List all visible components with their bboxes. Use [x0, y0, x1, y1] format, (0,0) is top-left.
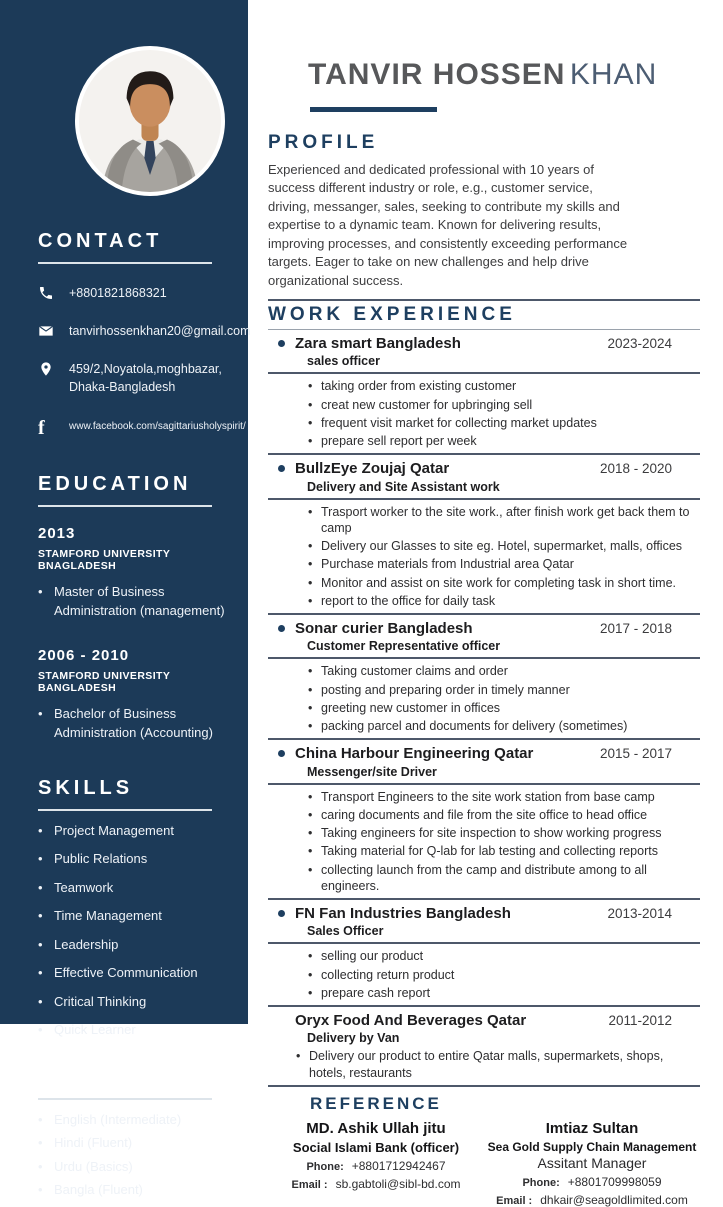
duty-item: • Monitor and assist on site work for completing task in short time.: [308, 575, 700, 591]
education-heading: EDUCATION: [38, 472, 192, 495]
job-title: Delivery and Site Assistant work: [307, 479, 500, 494]
language-item: • Urdu (Basics): [38, 1157, 230, 1177]
reference-org: Social Islami Bank (officer): [292, 1139, 460, 1155]
page-title: [308, 58, 700, 92]
bullet-dot-icon: [278, 750, 285, 757]
reference-section: [268, 1094, 700, 1207]
job-company: China Harbour Engineering Qatar: [295, 745, 534, 763]
reference-email-row: [268, 1177, 484, 1191]
person-portrait-icon: [79, 50, 221, 192]
skill-item: • Project Management: [38, 821, 230, 841]
duty-item: • Taking material for Q-lab for lab testing and collecting reports: [308, 843, 700, 859]
main-content: [248, 0, 723, 1207]
location-icon: [38, 361, 55, 377]
languages-heading: LANGUAGES: [38, 1065, 202, 1088]
reference-contact: [484, 1120, 700, 1207]
name-underline: [310, 107, 437, 112]
skill-item: • Leadership: [38, 935, 230, 955]
reference-email: dhkair@seagoldlimited.com: [540, 1192, 688, 1207]
duty-item: • selling our product: [308, 948, 700, 964]
phone-value: +8801821868321: [69, 286, 167, 300]
email-label: Email :: [291, 1178, 328, 1191]
contact-heading: CONTACT: [38, 230, 163, 252]
duty-item: • Purchase materials from Industrial area Qatar: [308, 556, 700, 572]
duty-item: • prepare cash report: [308, 985, 700, 1001]
education-section: [38, 473, 230, 743]
skill-item: • Quick Learner: [38, 1020, 230, 1040]
reference-phone: +8801712942467: [351, 1158, 446, 1173]
duty-item: • greeting new customer in offices: [308, 700, 700, 716]
profile-section: [268, 132, 700, 290]
job-divider: [268, 453, 700, 455]
job-header: [268, 745, 700, 778]
duty-item: • taking order from existing customer: [308, 378, 700, 394]
language-item: • Hindi (Fluent): [38, 1133, 230, 1153]
phone-label: Phone:: [522, 1176, 560, 1189]
education-entry: [38, 647, 230, 743]
job-company: BullzEye Zoujaj Qatar: [295, 460, 450, 478]
duty-item: • Transport Engineers to the site work station from base camp: [308, 789, 700, 805]
name-first: TANVIR HOSSEN: [308, 58, 566, 91]
duty-item: • report to the office for daily task: [308, 593, 700, 609]
section-divider: [268, 299, 700, 301]
education-degree-list: [38, 582, 230, 621]
reference-heading: REFERENCE: [310, 1093, 442, 1113]
email-icon: [38, 323, 55, 339]
facebook-value: www.facebook.com/sagittariusholyspirit/: [69, 420, 246, 432]
reference-phone-row: [268, 1159, 484, 1173]
job-company: Zara smart Bangladesh: [295, 335, 461, 353]
email-value: tanvirhossenkhan20@gmail.com: [69, 324, 251, 339]
skills-heading: SKILLS: [38, 776, 134, 799]
languages-divider: [38, 1098, 212, 1100]
job-header: [268, 460, 700, 493]
reference-role: Assitant Manager: [537, 1154, 647, 1171]
job-divider: [268, 613, 700, 615]
work-experience-section: [268, 299, 700, 1087]
languages-list: [38, 1110, 230, 1200]
contact-facebook-row: [38, 416, 246, 439]
duties-list: [308, 378, 700, 449]
contact-divider: [38, 262, 212, 264]
heading-divider: [268, 329, 700, 330]
contact-section: [38, 230, 251, 439]
duty-item: • Delivery our product to entire Qatar malls, supermarkets, shops, hotels, restaurants: [296, 1048, 700, 1081]
job-dates: 2015 - 2017: [599, 746, 672, 762]
profile-heading: PROFILE: [268, 132, 379, 153]
duty-item: • prepare sell report per week: [308, 433, 700, 449]
job-dates: 2023-2024: [607, 336, 672, 352]
education-degree-list: [38, 704, 230, 743]
profile-photo: [75, 46, 225, 196]
job-header: [268, 905, 700, 938]
duty-item: • frequent visit market for collecting market updates: [308, 415, 700, 431]
skill-item: • Public Relations: [38, 849, 230, 869]
language-item: • English (Intermediate): [38, 1110, 230, 1130]
job-title: Delivery by Van: [307, 1031, 400, 1046]
email-label: Email :: [496, 1194, 533, 1207]
contact-address-row: [38, 360, 230, 396]
job-dates: 2018 - 2020: [599, 461, 672, 477]
duties-list: [308, 789, 700, 895]
job-company: Oryx Food And Beverages Qatar: [295, 1012, 527, 1030]
reference-phone: +8801709998059: [567, 1174, 662, 1189]
duty-item: • collecting launch from the camp and distribute among to all engineers.: [308, 862, 700, 895]
job-divider: [268, 372, 700, 374]
job-divider: [268, 738, 700, 740]
skill-item: • Teamwork: [38, 878, 230, 898]
skill-item: • Critical Thinking: [38, 992, 230, 1012]
bullet-dot-icon: [278, 910, 285, 917]
job-divider: [268, 783, 700, 785]
duties-list: [308, 948, 700, 1001]
duty-item: • packing parcel and documents for delivery (sometimes): [308, 718, 700, 734]
duties-list: [308, 504, 700, 610]
job-divider: [268, 657, 700, 659]
contact-email-row: [38, 322, 251, 340]
profile-text: Experienced and dedicated professional with 10 years of success different industry or role, e.g., customer service, driving, messanger, sales, seeking to contribute my skills and expertise to a dynamic team. Known for delivering results, improving processes, and consistently exceeding performance targets. Eager to take on new challenges and help drive organizational success.: [268, 162, 628, 288]
skills-list: [38, 821, 230, 1040]
duty-item: • Trasport worker to the site work., after finish work get back them to camp: [308, 504, 700, 537]
languages-section: [38, 1066, 230, 1200]
skills-divider: [38, 809, 212, 811]
education-years: 2006 - 2010: [38, 646, 130, 664]
job-title: sales officer: [307, 354, 380, 369]
skill-item: • Time Management: [38, 906, 230, 926]
reference-email-row: [484, 1193, 700, 1207]
phone-icon: [38, 285, 55, 301]
reference-org: Sea Gold Supply Chain Management: [487, 1139, 697, 1154]
job-header: [268, 620, 700, 653]
job-dates: 2011-2012: [608, 1013, 672, 1029]
education-entry: [38, 525, 230, 621]
duty-item: • Taking customer claims and order: [308, 663, 700, 679]
job-header: [268, 335, 700, 368]
job-dates: 2017 - 2018: [599, 621, 672, 637]
job-divider: [268, 1005, 700, 1007]
job-divider: [268, 1085, 700, 1087]
job-header: [268, 1012, 700, 1045]
reference-email: sb.gabtoli@sibl-bd.com: [335, 1176, 461, 1191]
language-item: • Bangla (Fluent): [38, 1180, 230, 1200]
address-value: 459/2,Noyatola,moghbazar, Dhaka-Bangladesh: [69, 362, 222, 395]
skills-section: [38, 777, 230, 1040]
contact-phone-row: [38, 284, 230, 302]
bullet-dot-icon: [278, 340, 285, 347]
job-divider: [268, 942, 700, 944]
skill-item: • Effective Communication: [38, 963, 230, 983]
job-dates: 2013-2014: [607, 906, 672, 922]
duties-list: [308, 663, 700, 734]
phone-label: Phone:: [306, 1160, 344, 1173]
reference-contact: [268, 1120, 484, 1207]
work-experience-heading: WORK EXPERIENCE: [268, 304, 516, 326]
duty-item: • Taking engineers for site inspection to show working progress: [308, 825, 700, 841]
education-years: 2013: [38, 524, 76, 542]
education-degree: • Master of Business Administration (management): [38, 582, 230, 621]
duty-item: • creat new customer for upbringing sell: [308, 397, 700, 413]
job-divider: [268, 498, 700, 500]
education-degree: • Bachelor of Business Administration (Accounting): [38, 704, 230, 743]
job-divider: [268, 898, 700, 900]
reference-name: Imtiaz Sultan: [545, 1119, 639, 1137]
job-title: Sales Officer: [307, 924, 384, 939]
duty-item: • collecting return product: [308, 967, 700, 983]
facebook-icon: f: [38, 416, 45, 439]
job-title: Customer Representative officer: [307, 639, 501, 654]
education-school: STAMFORD UNIVERSITY BANGLADESH: [38, 669, 171, 694]
duties-list: [296, 1048, 700, 1081]
name-last: KHAN: [569, 58, 658, 91]
duty-item: • Delivery our Glasses to site eg. Hotel, supermarket, malls, offices: [308, 538, 700, 554]
bullet-dot-icon: [278, 625, 285, 632]
reference-name: MD. Ashik Ullah jitu: [306, 1119, 446, 1137]
bullet-dot-icon: [278, 465, 285, 472]
job-company: Sonar curier Bangladesh: [295, 620, 473, 638]
duty-item: • caring documents and file from the site office to head office: [308, 807, 700, 823]
job-title: Messenger/site Driver: [307, 764, 437, 779]
education-school: STAMFORD UNIVERSITY BNAGLADESH: [38, 547, 171, 572]
duty-item: • posting and preparing order in timely manner: [308, 682, 700, 698]
reference-phone-row: [484, 1175, 700, 1189]
sidebar: [0, 0, 251, 1197]
education-divider: [38, 505, 212, 507]
job-company: FN Fan Industries Bangladesh: [295, 905, 511, 923]
